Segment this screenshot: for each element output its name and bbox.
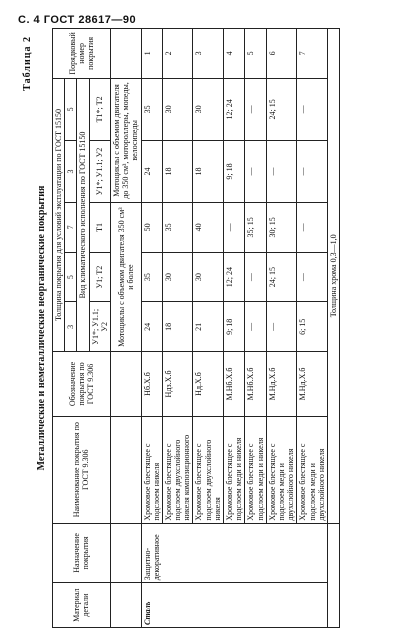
value-cell: 24 <box>141 302 162 352</box>
value-cell: 35 <box>141 78 162 140</box>
material-steel: Сталь <box>141 583 327 628</box>
value-cell: — <box>297 203 328 253</box>
value-cell: 30 <box>162 252 193 302</box>
cond-num: 5 <box>65 252 77 302</box>
cond-num: 3 <box>65 140 77 202</box>
value-cell: 30 <box>193 252 224 302</box>
designation-cell: М.Нб.Х.б <box>224 352 245 417</box>
value-cell: 18 <box>162 302 193 352</box>
purpose-decor: Защитно-декоративное <box>141 523 327 583</box>
designation-cell: Нб.Х.б <box>141 352 162 417</box>
value-cell: 12; 24 <box>224 78 245 140</box>
climate-code: Т1*; Т2 <box>89 78 110 140</box>
table-row <box>327 29 339 628</box>
value-cell: 24; 15 <box>266 252 297 302</box>
page-header: С. 4 ГОСТ 28617—90 <box>18 14 137 26</box>
coating-cell: Хромовое блестящее с подслоем меди и двухслойного никеля <box>266 416 297 523</box>
col-designation: Обозначение покрытия по ГОСТ 9.306 <box>53 352 111 417</box>
thickness-note: Толщина хрома 0,3—1,0 <box>327 29 339 524</box>
cond-num: 5 <box>65 78 77 140</box>
value-cell: — <box>245 78 266 140</box>
col-coating-name: Наименование покрытия по ГОСТ 9.306 <box>53 416 111 523</box>
coating-cell: Хромовое блестящее с подслоем меди и никеля <box>245 416 266 523</box>
value-cell: — <box>245 252 266 302</box>
motorcycles-small: Мотоциклы с объемом двигателя до 350 см³, мотороллеры, мопеды, велосипеды <box>110 78 141 202</box>
value-cell: 9; 18 <box>224 302 245 352</box>
sequence-cell: 1 <box>141 29 162 79</box>
climate-code: Т1 <box>89 203 110 253</box>
sequence-cell: 2 <box>162 29 193 79</box>
value-cell: 50 <box>141 203 162 253</box>
value-cell: 35 <box>162 203 193 253</box>
table-title: Металлические и неметаллические неорганические покрытия <box>36 185 47 471</box>
value-cell: 30 <box>162 78 193 140</box>
value-cell: — <box>266 140 297 202</box>
value-cell: 18 <box>162 140 193 202</box>
value-cell: — <box>245 140 266 202</box>
climate-code: У1; Т2 <box>89 252 110 302</box>
sequence-cell: 4 <box>224 29 245 79</box>
coating-cell: Хромовое блестящее с подслоем никеля <box>141 416 162 523</box>
designation-cell: М.Нд.Х.б <box>297 352 328 417</box>
climate-code: У1*; У1.1; У2 <box>89 302 110 352</box>
value-cell: 30 <box>193 78 224 140</box>
sequence-cell: 7 <box>297 29 328 79</box>
designation-cell: Ндз.Х.б <box>162 352 193 417</box>
col-name: Назначение покрытия <box>53 523 111 583</box>
motorcycles-big: Мотоциклы с объемом двигателя 350 см³ и более <box>110 203 141 352</box>
climate-subgroup: Вид климатического исполнения по ГОСТ 15150 <box>77 78 89 351</box>
table-label: Таблица 2 <box>22 36 33 91</box>
coating-cell: Хромовое блестящее с подслоем меди и никеля <box>224 416 245 523</box>
col-material: Материал детали <box>53 583 111 628</box>
value-cell: — <box>297 140 328 202</box>
designation-cell: М.Нб.Х.б <box>245 352 266 417</box>
coating-cell: Хромовое блестящее с подслоем двухслойного никеля <box>193 416 224 523</box>
value-cell: — <box>297 252 328 302</box>
coating-cell: Хромовое блестящее с подслоем меди и двухслойного никеля <box>297 416 328 523</box>
value-cell: 12; 24 <box>224 252 245 302</box>
designation-cell: М.Нд.Х.б <box>266 352 297 417</box>
value-cell: — <box>266 302 297 352</box>
value-cell: — <box>224 203 245 253</box>
sequence-cell: 3 <box>193 29 224 79</box>
value-cell: 24 <box>141 140 162 202</box>
col-thickness-group: Толщина покрытия для условий эксплуатации по ГОСТ 15150 <box>53 78 65 351</box>
value-cell: 9; 18 <box>224 140 245 202</box>
value-cell: 21 <box>193 302 224 352</box>
value-cell: — <box>245 302 266 352</box>
value-cell: — <box>297 78 328 140</box>
rotated-table-block <box>22 28 402 628</box>
value-cell: 6; 15 <box>297 302 328 352</box>
sequence-cell: 6 <box>266 29 297 79</box>
cond-num: 7 <box>65 203 77 253</box>
coating-cell: Хромовое блестящее с подслоем двухслойного никеля композиционного <box>162 416 193 523</box>
value-cell: 35 <box>141 252 162 302</box>
cond-num: 3 <box>65 302 77 352</box>
value-cell: 30; 15 <box>266 203 297 253</box>
climate-code: У1*; У1.1; У2 <box>89 140 110 202</box>
value-cell: 24; 15 <box>266 78 297 140</box>
designation-cell: Нд.Х.б <box>193 352 224 417</box>
col-sequence: Порядковый номер покрытия <box>53 29 111 79</box>
value-cell: 40 <box>193 203 224 253</box>
value-cell: 35; 15 <box>245 203 266 253</box>
table-row <box>141 29 162 628</box>
sequence-cell: 5 <box>245 29 266 79</box>
value-cell: 18 <box>193 140 224 202</box>
coatings-table <box>52 28 340 628</box>
